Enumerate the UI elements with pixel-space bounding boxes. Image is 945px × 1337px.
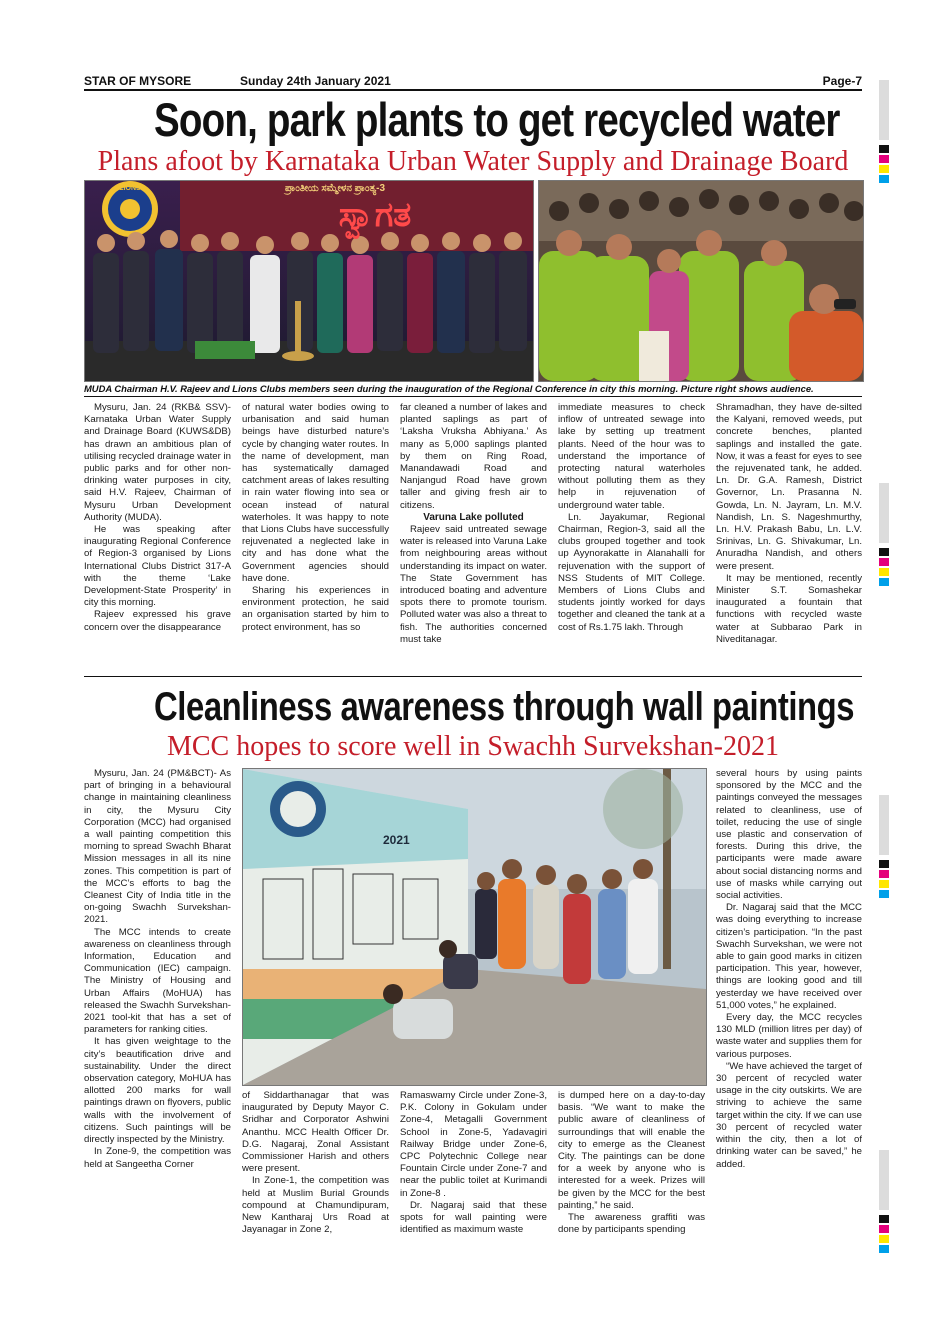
registration-black-swatch (879, 548, 889, 556)
story2-column-4 (558, 1090, 705, 1260)
registration-gray-bar (879, 483, 889, 543)
story2-column-2 (242, 1090, 389, 1260)
registration-yellow-swatch (879, 568, 889, 576)
story1-paragraph: Rajeev expressed his grave concern over the disappearance (84, 609, 231, 633)
wall-painting-photo (242, 768, 707, 1086)
story1-paragraph: He was speaking after inaugurating Regional Conference of Region-3 organised by Lions International Clubs District 317-A with the theme ‘Lake Development-State Prosperity’ in city this morning. (84, 524, 231, 609)
story1-paragraph: Shramadhan, they have de-silted the Kalyani, removed weeds, put concrete benches, planted saplings and installed the gate. Now, it was a feast for eyes to see the rejuvenated tank, he added. Ln. Dr. G.A. Ramesh, District Governor, Ln. Prasanna N. Gowda, Ln. N. Jayram, Ln. M.V. Nandish, Ln. S. Nageshmurthy, Ln. H.V. Prakash Babu, Ln. L.V. Srinivas, Ln. G. Shivakumar, Ln. Anuradha Nandish, and others were present. (716, 402, 862, 572)
registration-cyan-swatch (879, 1245, 889, 1253)
registration-cyan-swatch (879, 578, 889, 586)
story1-headline: Soon, park plants to get recycled water (154, 93, 840, 146)
story2-paragraph: It has given weightage to the city’s beautification drive and sustainability. Under the direct observation category, MoHUA has allotted 200 marks for wall paintings drawn on flyovers, public walls with the involvement of citizens. Such paintings will be directly inspected by the Ministry. (84, 1036, 231, 1146)
conference-stage-photo (84, 180, 534, 382)
banner-small-text: ಪ್ರಾಂತೀಯ ಸಮ್ಮೇಳನ ಪ್ರಾಂತ್ಯ-3 (284, 183, 386, 194)
story2-paragraph: Every day, the MCC recycles 130 MLD (million litres per day) of waste water and supplies them for various purposes. (716, 1012, 862, 1060)
registration-gray-bar (879, 80, 889, 140)
masthead-page: Page-7 (822, 74, 862, 88)
story2-paragraph: Ramaswamy Circle under Zone-3, P.K. Colony in Gokulam under Zone-4, Metagalli Government School in Zone-5, Yadavagiri Railway Bridge under Zone-6, CPC Polytechnic College near Fountain Circle under Zone-7 and near the public toilet at Kurimandi in Zone-8 . (400, 1090, 547, 1199)
story2-paragraph: is dumped here on a day-to-day basis. “We want to make the public aware of cleanliness of surroundings that will enable the city to emerge as the Cleanest City. The paintings can be done for a week by anyone who is interested for a week. Prizes will be given by the MCC for the best painting,” he said. (558, 1090, 705, 1211)
registration-black-swatch (879, 145, 889, 153)
story2-paragraph: of Siddarthanagar that was inaugurated by Deputy Mayor C. Sridhar and Corporator Ashwini Ananthu. MCC Health Officer Dr. D.G. Nagaraj, Zonal Assistant Commissioner Harish and others were present. (242, 1090, 389, 1175)
story1-crosshead: Varuna Lake polluted (423, 511, 524, 523)
registration-magenta-swatch (879, 155, 889, 163)
story-divider (84, 676, 862, 677)
story2-paragraph: In Zone-9, the competition was held at Sangeetha Corner (84, 1146, 231, 1170)
story1-column-2 (242, 402, 389, 670)
story1-column-3 (400, 402, 547, 670)
story2-paragraph: Mysuru, Jan. 24 (PM&BCT)- As part of bringing in a behavioural change in maintaining cleanliness in city, the Mysuru City Corporation (MCC) had organised a wall painting competition this morning to spread Swachh Bharat Mission messages in all its nine zones. This competition is part of the MCC’s efforts to bag the Cleanest City of India title in the on-going Swachh Survekshan-2021. (84, 768, 231, 926)
story2-paragraph: The awareness graffiti was done by participants spending (558, 1212, 705, 1236)
story1-paragraph: immediate measures to check inflow of untreated sewage into lake by setting up treatment plants. Need of the hour was to understand the importance of protecting natural waterholes without polluting them as they help in rejuvenation of underground water table. (558, 402, 705, 511)
story1-paragraph: far cleaned a number of lakes and planted saplings as part of ‘Laksha Vruksha Abhiyana.’ As many as 5,000 saplings planted by them on Ring Road, Manandawadi Road and Nanjangud Road have grown taller and giving fresh air to citizens. (400, 402, 547, 511)
registration-gray-bar (879, 795, 889, 855)
story2-paragraph: “We have achieved the target of 30 percent of recycled water usage in the city outskirts. We are striving to achieve the same target within the city. If we can use 30 percent of recycled water within the city, then a lot of drinking water can be saved,” he added. (716, 1060, 862, 1170)
story1-paragraph: Rajeev said untreated sewage water is released into Varuna Lake from neighbouring areas without understanding its impact on water. The State Government has introduced boating and adventure spots there to promote tourism. Polluted water was also a threat to fish. The authorities concerned must take (400, 524, 547, 645)
registration-black-swatch (879, 1215, 889, 1223)
registration-yellow-swatch (879, 880, 889, 888)
registration-magenta-swatch (879, 558, 889, 566)
audience-illustration (539, 181, 863, 381)
lions-logo-text: LIONS (119, 185, 141, 192)
story1-photo-caption: MUDA Chairman H.V. Rajeev and Lions Clubs members seen during the inauguration of the Regional Conference in city this morning. Picture right shows audience. (84, 383, 814, 394)
story2-paragraph: The MCC intends to create awareness on cleanliness through Information, Education and Communication (IEC) campaign. The Ministry of Housing and Urban Affairs (MoHUA) has released the Swachh Survekshan-2021 tool-kit that has a set of parameters for ranking cities. (84, 926, 231, 1036)
story2-paragraph: several hours by using paints sponsored by the MCC and the paintings conveyed the messages related to cleanliness, use of toilet, reducing the use of single use plastic and conservation of forests. During this drive, the participants were made aware about social distancing norms and use of masks while carrying out social activities. (716, 768, 862, 902)
caption-rule (84, 396, 862, 397)
masthead-date: Sunday 24th January 2021 (240, 74, 391, 88)
story2-paragraph: In Zone-1, the competition was held at Muslim Burial Grounds compound at Chamundipuram, New Kantharaj Urs Road at Jayanagar in Zone 2, (242, 1175, 389, 1236)
story2-headline: Cleanliness awareness through wall paintings (154, 685, 855, 729)
story1-column-5 (716, 402, 862, 670)
registration-cyan-swatch (879, 175, 889, 183)
masthead-rule (84, 89, 862, 91)
registration-cyan-swatch (879, 890, 889, 898)
story1-paragraph: Sharing his experiences in environment protection, he said an organisation started by him to protect environment, has so (242, 585, 389, 633)
story1-paragraph: Mysuru, Jan. 24 (RKB& SSV)- Karnataka Urban Water Supply and Drainage Board (KUWS&DB) has drawn an ambitious plan of utilising recycled drainage water in public parks and for other non-drinking water purposes in city, said H.V. Rajeev, Chairman of Mysuru Urban Development Authority (MUDA). (84, 402, 231, 523)
registration-yellow-swatch (879, 165, 889, 173)
story2-paragraph: Dr. Nagaraj said that the MCC was doing everything to increase citizen’s participation. “In the past Swachh Survekshan, we were not able to gain good marks in citizen participation. This year, however, things are looking good and till yesterday we have received over 51,000 votes,” he explained. (716, 902, 862, 1011)
registration-gray-bar (879, 1150, 889, 1210)
registration-yellow-swatch (879, 1235, 889, 1243)
audience-photo (538, 180, 864, 382)
story1-paragraph: of natural water bodies owing to urbanisation and said human beings have disturbed nature’s cycle by changing water routes. In the name of development, man has systematically damaged catchment areas of lakes resulting in rain water flowing into sea or ocean instead of natural waterholes. It was happy to note that Lions Clubs have successfully rejuvenated a neglected lake in city and has done what the Government agencies should have done. (242, 402, 389, 584)
story2-subhead: MCC hopes to score well in Swachh Survekshan-2021 (166, 731, 780, 762)
wall-year-text: 2021 (383, 833, 410, 847)
story1-subhead: Plans afoot by Karnataka Urban Water Supply and Drainage Board (97, 146, 849, 177)
story1-paragraph: Ln. Jayakumar, Regional Chairman, Region-3, said all the clubs grouped together and took up Ayynorakatte in Alanahalli for rejuvenation with the support of NSS Students of MIT College. Members of Lions Clubs and students jointly worked for days together and cleaned the tank at a cost of Rs.1.75 lakh. Through (558, 511, 705, 633)
masthead-paper: STAR OF MYSORE (84, 74, 192, 88)
story1-column-1 (84, 402, 231, 670)
wall-painting-illustration (243, 769, 706, 1085)
story1-column-4 (558, 402, 705, 670)
story2-column-5 (716, 768, 862, 1258)
registration-black-swatch (879, 860, 889, 868)
story1-paragraph: It may be mentioned, recently Minister S.T. Somashekar inaugurated a fountain that functions with recycled waste water at Subbarao Park in Niveditanagar. (716, 572, 862, 645)
registration-magenta-swatch (879, 870, 889, 878)
registration-magenta-swatch (879, 1225, 889, 1233)
story2-column-1 (84, 768, 231, 1258)
banner-welcome-text: ಸ್ವಾಗತ (338, 196, 412, 234)
story2-paragraph: Dr. Nagaraj said that these spots for wall painting were identified as maximum waste (400, 1199, 547, 1236)
story2-column-3 (400, 1090, 547, 1260)
